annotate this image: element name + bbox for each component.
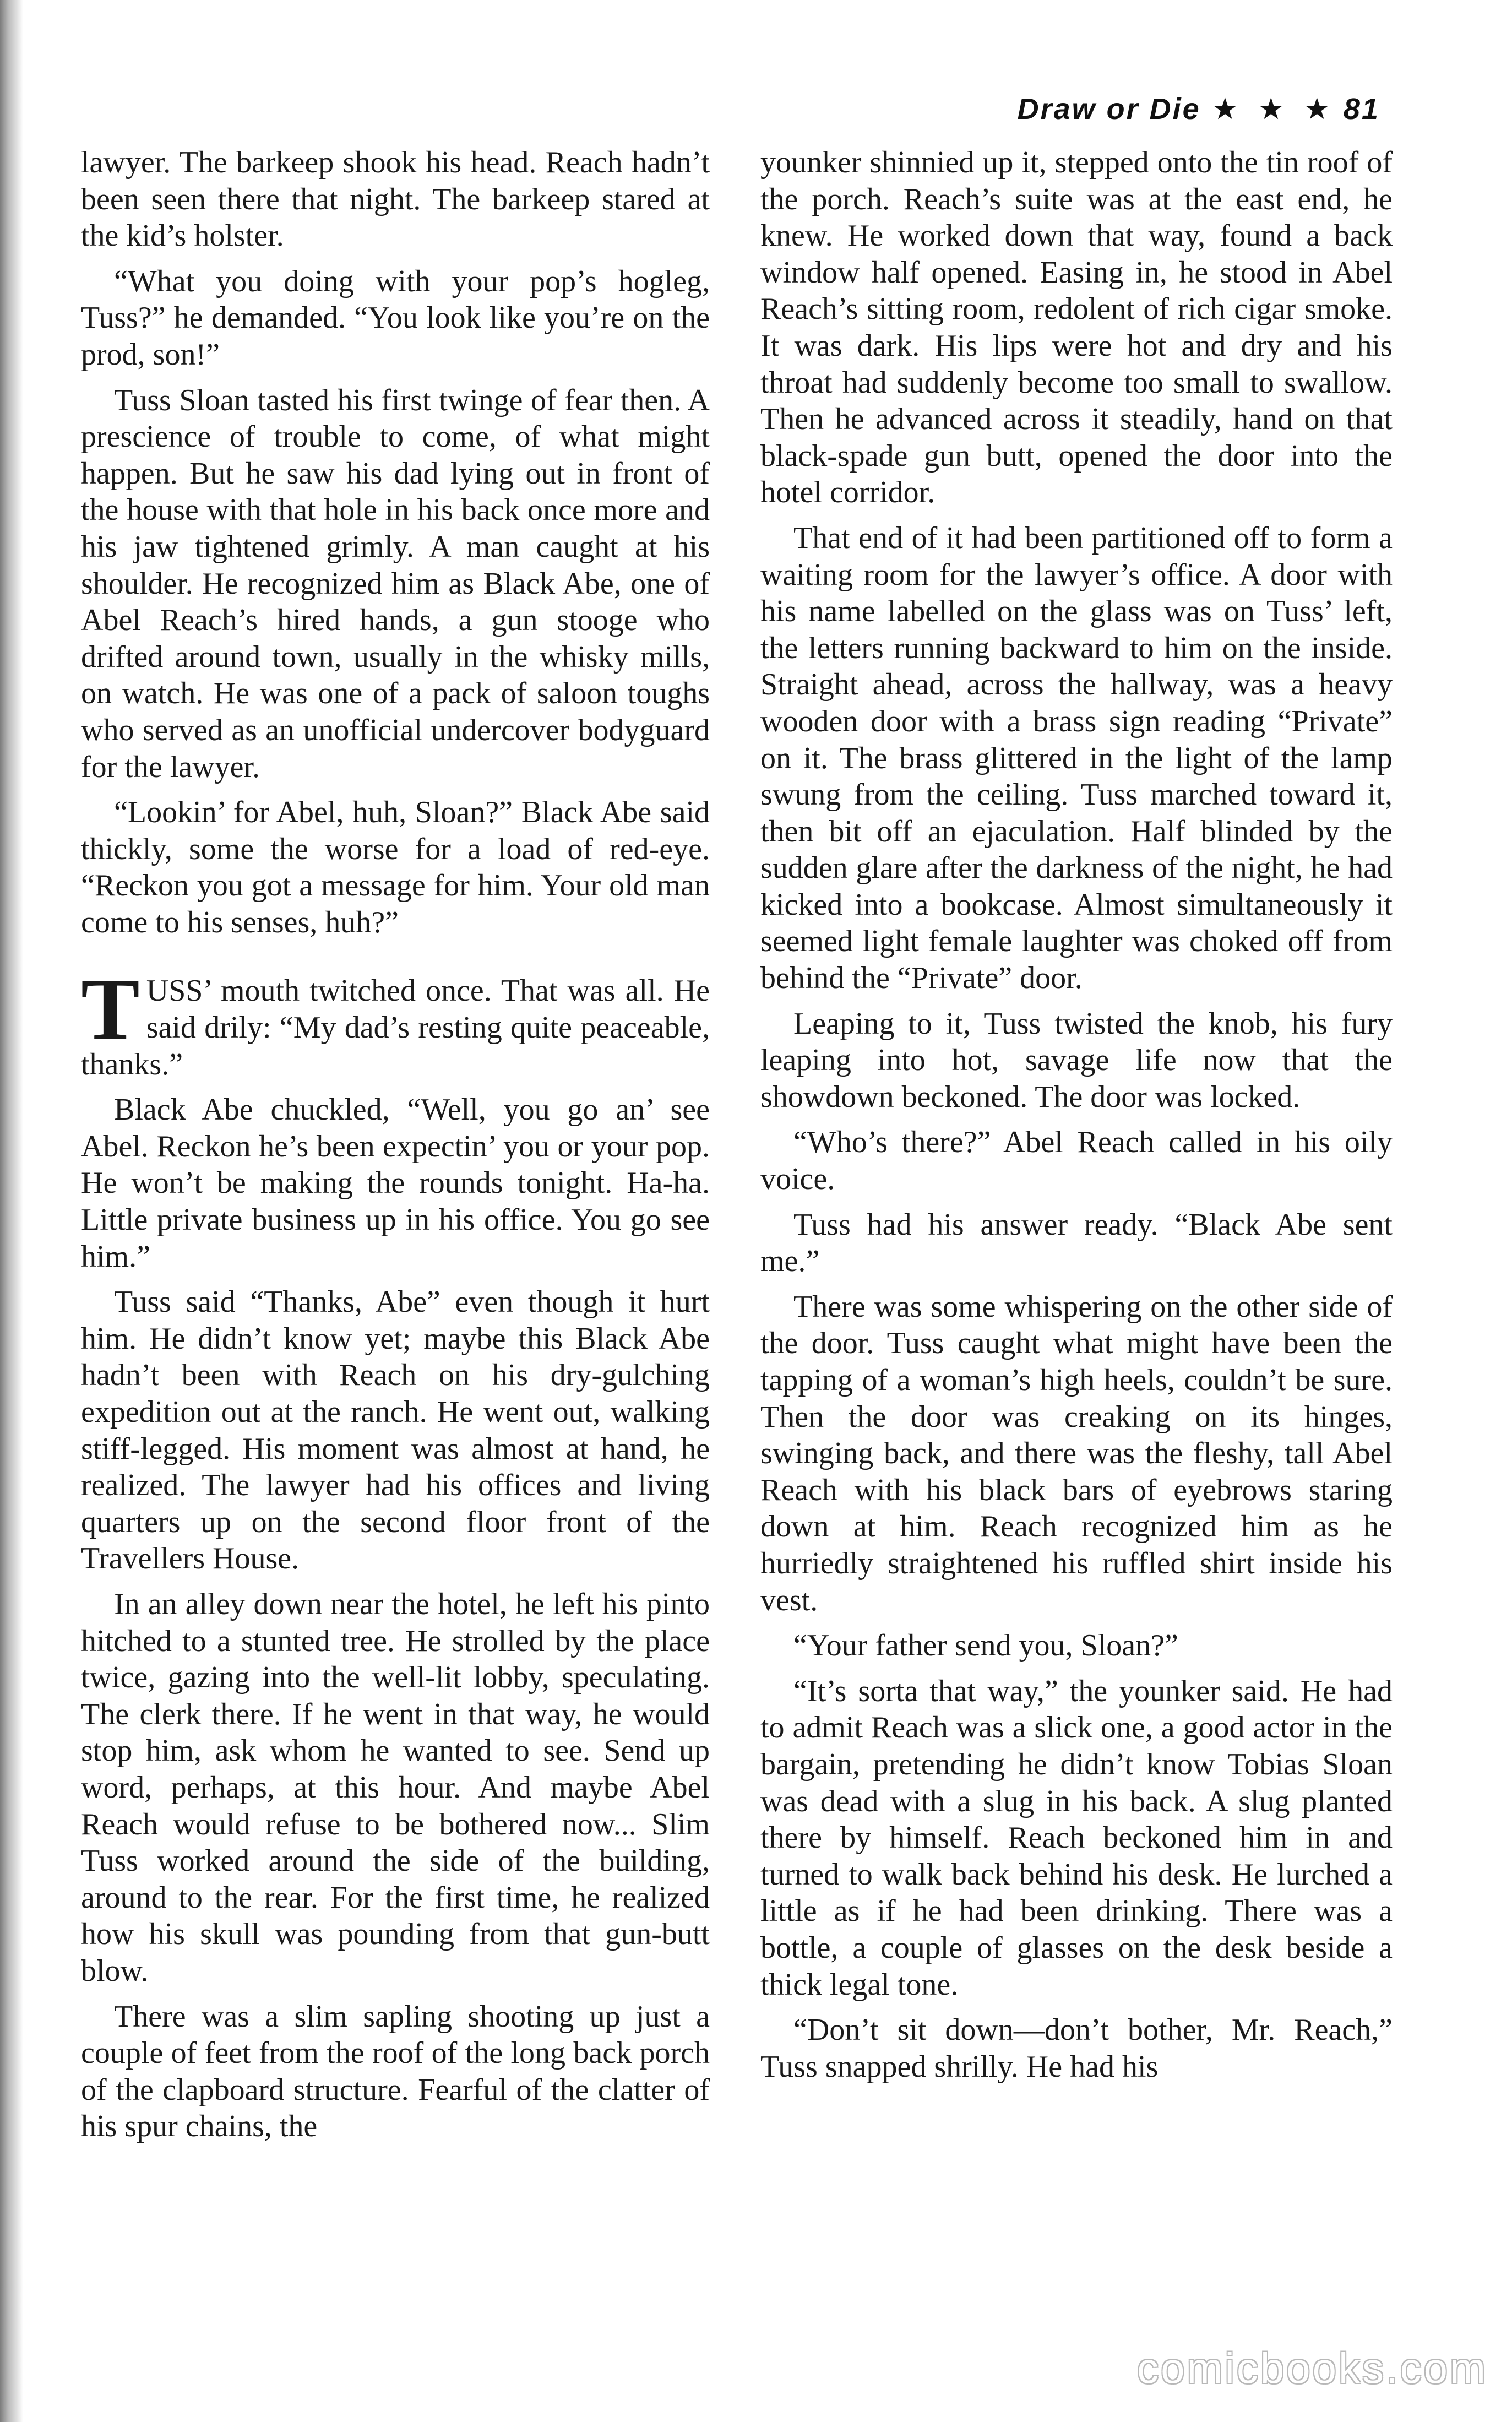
paragraph: There was some whispering on the other side of the door. Tuss caught what might have been the tapping of a woman’s high heels, couldn’t be sure. Then the door was creaking on its hinges, swinging back, and there was the fleshy, tall Abel Reach with his black bars of eyebrows staring down at him. Reach recognized him as he hurriedly straightened his ruffled shirt inside his vest. [760, 1289, 1393, 1617]
paragraph: “Don’t sit down—don’t bother, Mr. Reach,” Tuss snapped shrilly. He had his [760, 2013, 1393, 2084]
page-number: 81 [1343, 93, 1380, 126]
paragraph: Leaping to it, Tuss twisted the knob, his fury leaping into hot, savage life now that the showdown beckoned. The door was locked. [760, 1006, 1393, 1114]
paragraph: Black Abe chuckled, “Well, you go an’ see Abel. Reckon he’s been expectin’ you or your pop. He won’t be making the rounds tonight. Ha-ha. Little private business up in his office. You go see him.” [81, 1093, 710, 1274]
paragraph: There was a slim sapling shooting up just a couple of feet from the roof of the long back porch of the clapboard structure. Fearful of the clatter of his spur chains, the [81, 1999, 710, 2144]
paragraph: “What you doing with your pop’s hogleg, Tuss?” he demanded. “You look like you’re on the prod, son!” [81, 264, 710, 372]
paragraph: lawyer. The barkeep shook his head. Reach hadn’t been seen there that night. The barkeep stared at the kid’s holster. [81, 145, 710, 253]
header-stars: ★ ★ ★ [1211, 93, 1336, 126]
paragraph: Tuss said “Thanks, Abe” even though it hurt him. He didn’t know yet; maybe this Black Abe hadn’t been with Reach on his dry-gulching expedition out at the ranch. He went out, walking stiff-legged. His moment was almost at hand, he realized. The lawyer had his offices and living quarters up on the second floor front of the Travellers House. [81, 1285, 710, 1576]
section-opening-paragraph [81, 960, 710, 1083]
paragraph: “It’s sorta that way,” the younker said. He had to admit Reach was a slick one, a good actor in the bargain, pretending he didn’t know Tobias Sloan was dead with a slug in his back. A slug planted there by himself. Reach beckoned him in and turned to walk back behind his desk. He lurched a little as if he had been drinking. There was a bottle, a couple of glasses on the desk beside a thick legal tone. [760, 1674, 1393, 2002]
paragraph: That end of it had been partitioned off to form a waiting room for the lawyer’s office. A door with his name labelled on the glass was on Tuss’ left, the letters running backward to him on the inside. Straight ahead, across the hallway, was a heavy wooden door with a brass sign reading “Private” on it. The brass glittered in the light of the lamp swung from the ceiling. Tuss marched toward it, then bit off an ejaculation. Half blinded by the sudden glare after the darkness of the night, he had kicked into a bookcase. Almost simultaneously it seemed light female laughter was choked off from behind the “Private” door. [760, 520, 1393, 996]
paragraph: “Lookin’ for Abel, huh, Sloan?” Black Abe said thickly, some the worse for a load of red-eye. “Reckon you got a message for him. Your old man come to his senses, huh?” [81, 795, 710, 940]
site-watermark: comicbooks.com [1137, 2344, 1488, 2392]
story-title: Draw or Die [1017, 93, 1201, 126]
paragraph: “Your father send you, Sloan?” [793, 1628, 1178, 1663]
drop-cap: T [81, 960, 140, 1058]
running-header [1018, 91, 1380, 126]
paragraph: In an alley down near the hotel, he left his pinto hitched to a stunted tree. He strolled by the place twice, gazing into the well-lit lobby, speculating. The clerk there. If he went in that way, he would stop him, ask whom he wanted to see. Send up word, perhaps, at this hour. And maybe Abel Reach would refuse to be bothered now... Slim Tuss worked around the side of the building, around to the rear. For the first time, he realized how his skull was pounding from that gun-butt blow. [81, 1587, 710, 1988]
left-column [81, 144, 710, 2154]
paragraph: “Who’s there?” Abel Reach called in his oily voice. [760, 1125, 1393, 1197]
paragraph: younker shinnied up it, stepped onto the tin roof of the porch. Reach’s suite was at the east end, he knew. He worked down that way, found a back window half opened. Easing in, he stood in Abel Reach’s sitting room, redolent of rich cigar smoke. It was dark. His lips were hot and dry and his throat had suddenly become too small to swallow. Then he advanced across it steadily, hand on that black-spade gun butt, opened the door into the hotel corridor. [760, 145, 1393, 510]
drop-cap-paragraph-text: USS’ mouth twitched once. That was all. He said drily: “My dad’s resting quite peaceable, thanks.” [81, 974, 710, 1082]
paragraph: Tuss had his answer ready. “Black Abe sent me.” [760, 1207, 1393, 1279]
paragraph: Tuss Sloan tasted his first twinge of fear then. A prescience of trouble to come, of what might happen. But he saw his dad lying out in front of the house with that hole in his back once more and his jaw tightened grimly. A man caught at his shoulder. He recognized him as Black Abe, one of Abel Reach’s hired hands, a gun stooge who drifted around town, usually in the whisky mills, on watch. He was one of a pack of saloon toughs who served as an unofficial undercover bodyguard for the lawyer. [81, 383, 710, 784]
page-spine-shadow [0, 0, 23, 2422]
right-column [760, 144, 1393, 2094]
